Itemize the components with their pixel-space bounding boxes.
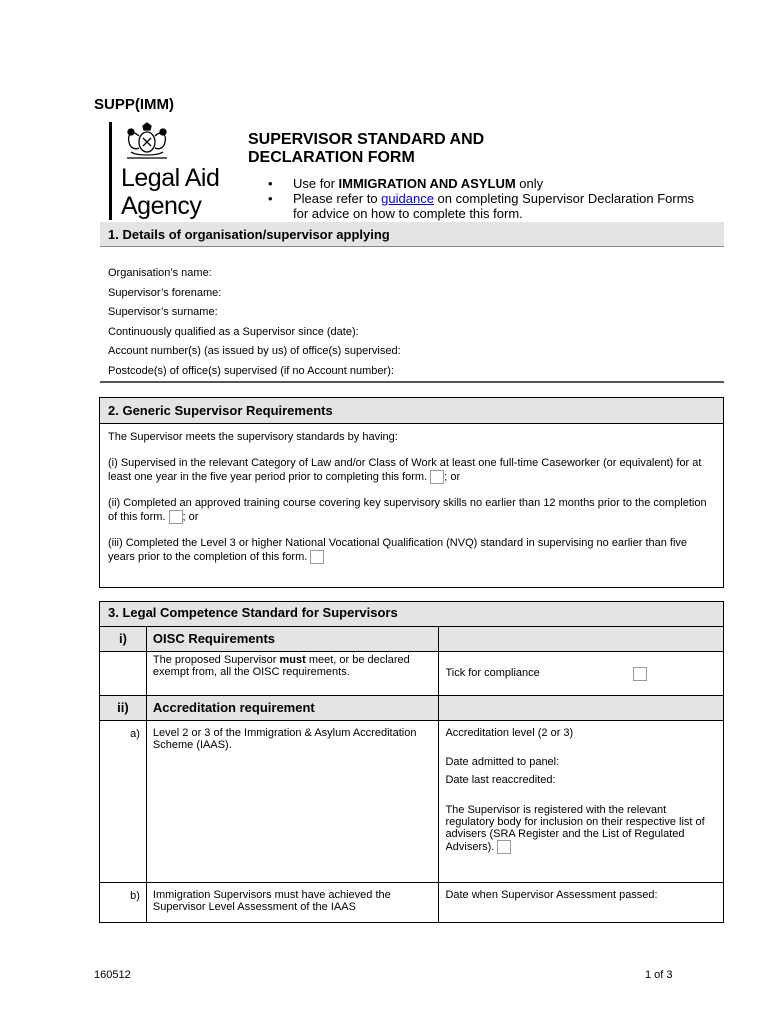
title-line-1: SUPERVISOR STANDARD AND (248, 131, 485, 148)
tick-compliance-label: Tick for compliance (445, 666, 540, 679)
requirement-i-checkbox[interactable] (430, 470, 444, 484)
form-title (248, 131, 484, 167)
row-i-blank (100, 652, 147, 696)
date-admitted-field[interactable]: Date admitted to panel: (445, 756, 560, 768)
requirement-iii-checkbox[interactable] (310, 550, 324, 564)
field-account-numbers[interactable]: Account number(s) (as issued by us) of office(s) supervised: (108, 345, 401, 358)
field-organisation-name[interactable]: Organisation’s name: (108, 267, 212, 279)
guidance-link[interactable]: guidance (381, 191, 434, 206)
section-3-heading: 3. Legal Competence Standard for Supervisors (100, 602, 724, 627)
details-fields (108, 264, 401, 382)
agency-logo (121, 164, 219, 220)
row-a-details (439, 721, 724, 883)
oisc-compliance-checkbox[interactable] (633, 667, 647, 681)
row-i-compliance (439, 652, 724, 696)
row-ii-header-blank (439, 696, 724, 721)
field-qualified-since[interactable]: Continuously qualified as a Supervisor since (date): (108, 325, 359, 338)
section-3-table (99, 601, 724, 923)
logo-line-1: Legal Aid (121, 164, 220, 192)
section-2-box (99, 397, 724, 588)
instruction-item: • Please refer to guidance on completing Supervisor Declaration Forms for advice on how to complete this form. (268, 191, 708, 221)
row-i-text: The proposed Supervisor must meet, or be declared exempt from, all the OISC requirements. (146, 652, 439, 696)
row-a-text: Level 2 or 3 of the Immigration & Asylum Accreditation Scheme (IAAS). (146, 721, 439, 883)
row-i-title: OISC Requirements (146, 627, 439, 652)
registration-statement: The Supervisor is registered with the relevant regulatory body for inclusion on their respective list of advisers (SRA Register and the List of Regulated Advisers). (445, 804, 705, 853)
row-ii-title: Accreditation requirement (146, 696, 439, 721)
instruction-item: • Use for IMMIGRATION AND ASYLUM only (268, 176, 708, 191)
registration-checkbox[interactable] (497, 840, 511, 854)
footer-code: 160512 (94, 969, 131, 981)
requirement-i: (i) Supervised in the relevant Category of Law and/or Class of Work at least one full-time Caseworker (or equivalent) for at least one year in the five year period prior to completing this form. ; or (108, 457, 702, 483)
row-i-number: i) (100, 627, 147, 652)
logo-line-2: Agency (121, 192, 202, 220)
field-postcodes[interactable]: Postcode(s) of office(s) supervised (if no Account number): (108, 364, 394, 377)
logo-divider (109, 122, 112, 220)
requirement-iii: (iii) Completed the Level 3 or higher National Vocational Qualification (NVQ) standard in supervising no earlier than five years prior to the completion of this form. (108, 537, 688, 563)
instructions-list (268, 176, 708, 221)
field-supervisor-surname[interactable]: Supervisor’s surname: (108, 306, 218, 319)
row-b-text: Immigration Supervisors must have achieved the Supervisor Level Assessment of the IAAS (146, 883, 439, 923)
royal-crest-icon (121, 122, 173, 162)
section-2-heading: 2. Generic Supervisor Requirements (100, 398, 723, 424)
row-ii-number: ii) (100, 696, 147, 721)
field-supervisor-forename[interactable]: Supervisor’s forename: (108, 286, 222, 299)
form-code: SUPP(IMM) (94, 96, 174, 113)
section-1-heading: 1. Details of organisation/supervisor applying (100, 222, 724, 247)
page-number: 1 of 3 (645, 969, 673, 981)
accreditation-level-field[interactable]: Accreditation level (2 or 3) (445, 727, 574, 739)
date-reaccredited-field[interactable]: Date last reaccredited: (445, 774, 556, 786)
section-2-intro: The Supervisor meets the supervisory standards by having: (108, 431, 398, 443)
requirement-ii-checkbox[interactable] (169, 510, 183, 524)
row-a-letter: a) (100, 721, 147, 883)
requirement-ii: (ii) Completed an approved training course covering key supervisory skills no earlier than 12 months prior to the completion of this form. ; or (108, 497, 707, 523)
section-1-divider (100, 381, 724, 383)
row-b-letter: b) (100, 883, 147, 923)
row-i-header-blank (439, 627, 724, 652)
assessment-date-field[interactable]: Date when Supervisor Assessment passed: (439, 883, 724, 923)
title-line-2: DECLARATION FORM (248, 149, 415, 166)
